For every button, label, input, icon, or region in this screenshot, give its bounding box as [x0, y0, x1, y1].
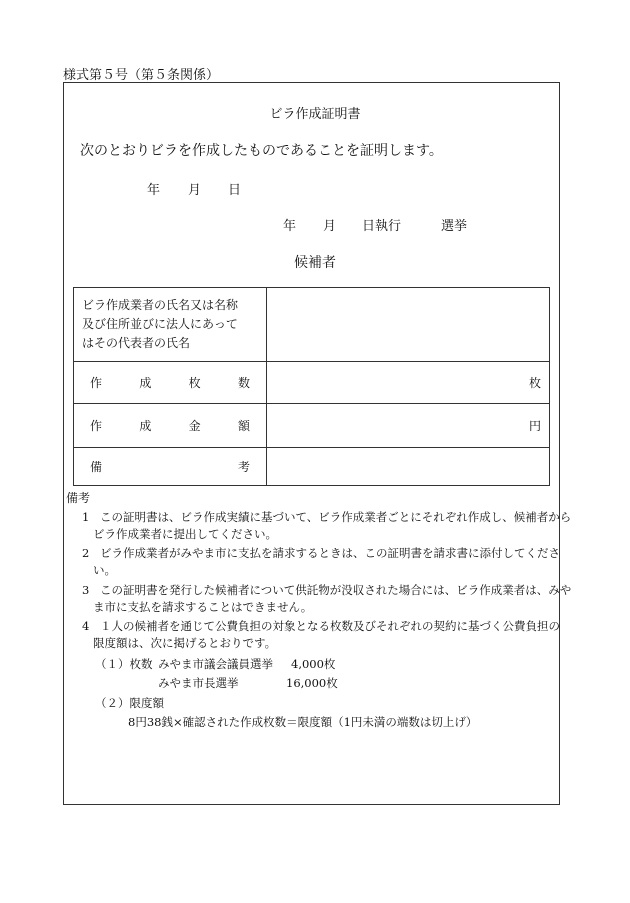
sub-1-item-2-count: 16,000枚 — [286, 676, 338, 690]
table-row-amount — [74, 404, 550, 448]
election-month-label: 月 — [323, 219, 337, 234]
table-row-vendor — [74, 288, 550, 362]
sub-1-item-1-name: みやま市議会議員選挙 — [158, 657, 273, 671]
sub-1-item-2-name: みやま市長選挙 — [158, 676, 239, 690]
note-4-text: １人の候補者を通じて公費負担の対象となる枚数及びそれぞれの契約に基づく公費負担の — [100, 619, 560, 633]
note-1-text: この証明書は、ビラ作成実績に基づいて、ビラ作成業者ごとにそれぞれ作成し、候補者から — [100, 510, 572, 524]
date-year-label: 年 — [147, 183, 161, 198]
note-3-text: この証明書を発行した候補者について供託物が没収された場合には、ビラ作成業者は、みや — [100, 583, 572, 597]
quantity-value-cell — [267, 362, 550, 404]
vendor-label-cell — [74, 288, 267, 362]
date-day-label: 日 — [228, 183, 242, 198]
election-year-label: 年 — [283, 219, 297, 234]
note-2-text-cont: い。 — [93, 563, 116, 577]
limit-formula: 8円38銭×確認された作成枚数＝限度額（1円未満の端数は切上げ） — [128, 715, 478, 729]
table-row-remarks — [74, 448, 550, 486]
note-4-number: 4 — [82, 619, 90, 633]
amount-label-char: 作 — [90, 419, 103, 433]
note-1-number: 1 — [82, 510, 90, 524]
note-2-text: ビラ作成業者がみやま市に支払を請求するときは、この証明書を請求書に添付してくださ — [100, 546, 560, 560]
note-3-text-cont: ま市に支払を請求することはできません。 — [93, 600, 313, 614]
candidate-label: 候補者 — [294, 255, 336, 271]
election-held-label: 日執行 — [362, 219, 402, 234]
amount-unit: 円 — [528, 419, 541, 433]
quantity-label-cell — [74, 362, 267, 404]
remarks-value-cell — [267, 448, 550, 486]
document-title: ビラ作成証明書 — [269, 107, 361, 122]
sub-2-label: （２）限度額 — [95, 696, 164, 710]
election-label: 選挙 — [441, 219, 468, 234]
amount-label-cell — [74, 404, 267, 448]
amount-value-cell — [267, 404, 550, 448]
quantity-label-char: 成 — [139, 376, 152, 390]
form-number: 様式第５号（第５条関係） — [63, 68, 220, 83]
note-4-text-cont: 限度額は、次に掲げるとおりです。 — [93, 636, 277, 650]
sub-1-label: （１）枚数 — [95, 657, 153, 671]
remarks-label-cell — [74, 448, 267, 486]
note-2-number: 2 — [82, 546, 90, 560]
vendor-label-line-3: はその代表者の氏名 — [82, 336, 191, 350]
table-row-quantity — [74, 362, 550, 404]
vendor-label-line-2: 及び住所並びに法人にあって — [82, 317, 238, 331]
quantity-unit: 枚 — [528, 376, 541, 390]
vendor-value-cell — [267, 288, 550, 362]
date-month-label: 月 — [188, 183, 202, 198]
amount-label-char: 成 — [139, 419, 152, 433]
vendor-label-line-1: ビラ作成業者の氏名又は名称 — [82, 298, 239, 312]
info-table — [73, 287, 550, 486]
note-1-text-cont: ビラ作成業者に提出してください。 — [93, 527, 277, 541]
quantity-label-char: 作 — [90, 376, 103, 390]
amount-label-char: 額 — [237, 419, 250, 433]
remarks-label-char: 備 — [90, 460, 103, 474]
certification-statement: 次のとおりビラを作成したものであることを証明します。 — [80, 143, 443, 159]
amount-label-char: 金 — [188, 419, 201, 433]
quantity-label-char: 数 — [237, 376, 250, 390]
note-3-number: 3 — [82, 583, 90, 597]
remarks-label-char: 考 — [237, 460, 250, 474]
quantity-label-char: 枚 — [188, 376, 201, 390]
sub-1-item-1-count: 4,000枚 — [291, 657, 336, 671]
remarks-heading: 備考 — [66, 491, 91, 505]
